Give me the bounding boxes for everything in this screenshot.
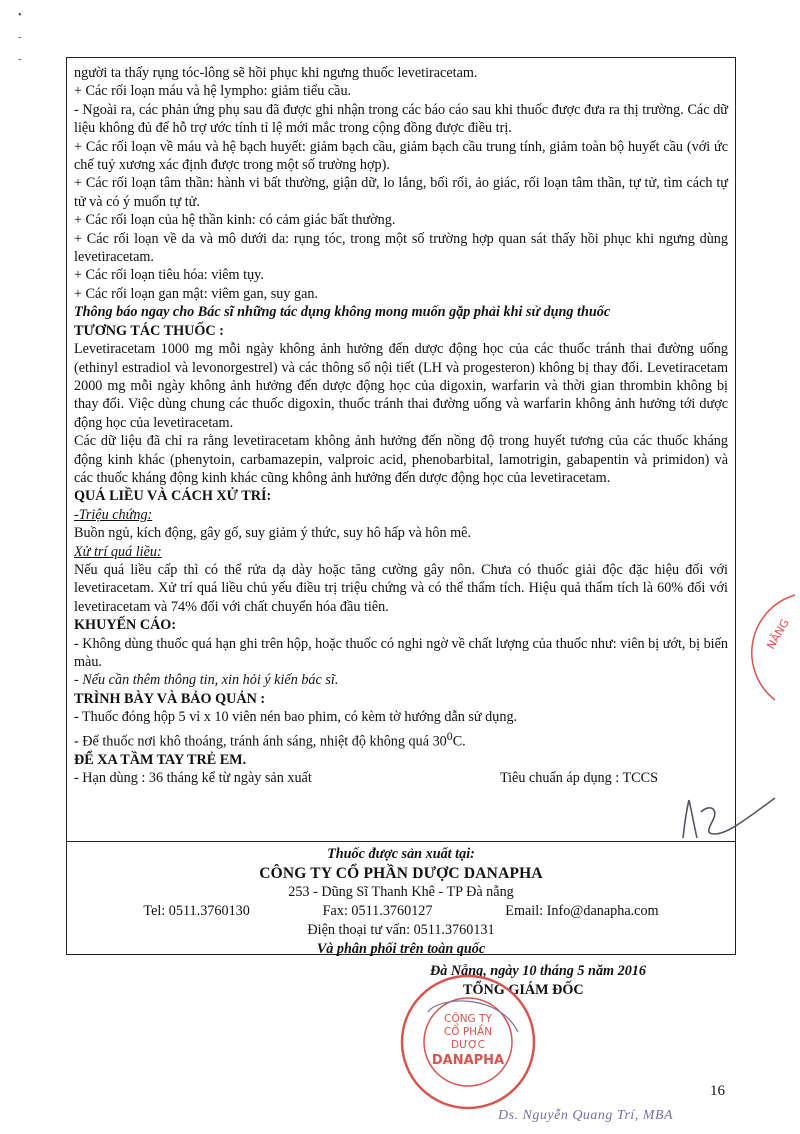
storage-text: - Để thuốc nơi khô thoáng, tránh ánh sáng, nhiệt độ không quá 30: [74, 733, 447, 750]
signatory-name: Ds. Nguyễn Quang Trí, MBA: [498, 1108, 674, 1123]
leaflet-body: [67, 58, 735, 842]
section-heading-overdose: QUÁ LIỀU VÀ CÁCH XỬ TRÍ:: [74, 488, 272, 505]
tel: Tel: 0511.3760130: [143, 903, 250, 919]
company-seal-icon: [398, 972, 538, 1112]
handwritten-initial-icon: [675, 790, 785, 850]
text-paragraph: - Ngoài ra, các phản ứng phụ sau đã được ghi nhận trong các báo cáo sau khi thuốc được đưa ra thị trường. Các dữ liệu không đủ để hỗ trợ ước tính tỉ lệ mới mắc trong cộng đồng được điều trị.: [74, 101, 728, 137]
text-paragraph: Nếu quá liều cấp thì có thể rửa dạ dày hoặc tăng cường gây nôn. Chưa có thuốc giải độc đặc hiệu đối với levetiracetam. Xử trí quá liều chủ yếu điều trị triệu chứng và có thể thẩm tích. Hiệu quả thẩm tích là 60% đối với levetiracetam và 74% đối với chất chuyển hóa đầu tiên.: [74, 561, 728, 615]
svg-text:CỔ PHẦN: CỔ PHẦN: [443, 1026, 493, 1038]
adverse-notice: Thông báo ngay cho Bác sĩ những tác dụng không mong muốn gặp phải khi sử dụng thuốc: [74, 304, 611, 321]
text-line: người ta thấy rụng tóc-lông sẽ hồi phục khi ngưng thuốc levetiracetam.: [74, 65, 478, 81]
text-line: [74, 727, 728, 751]
section-heading-storage: TRÌNH BÀY VÀ BẢO QUẢN :: [74, 690, 266, 707]
text-line: - Nếu cần thêm thông tin, xin hỏi ý kiến bác sĩ.: [74, 672, 339, 689]
text-paragraph: - Không dùng thuốc quá hạn ghi trên hộp, hoặc thuốc có nghi ngờ về chất lượng của thuốc như: viên bị ướt, bị biến màu.: [74, 635, 728, 670]
section-heading-children: ĐỂ XA TẦM TAY TRẺ EM.: [74, 751, 247, 768]
subheading-treatment: Xử trí quá liều:: [74, 543, 162, 560]
text-line: + Các rối loạn máu và hệ lympho: giảm tiểu cầu.: [74, 83, 352, 100]
text-line: + Các rối loạn tiêu hóa: viêm tụy.: [74, 267, 264, 284]
expiry-row: [74, 769, 728, 787]
text-line: + Các rối loạn của hệ thần kinh: có cảm giác bất thường.: [74, 212, 396, 229]
text-paragraph: Các dữ liệu đã chỉ ra rằng levetiracetam không ảnh hưởng đến nồng độ trong huyết tương của các thuốc kháng động kinh khác (phenytoin, carbamazepin, valproic acid, phenobarbital, lamotrigin, gabapentin và primidon) và các thuốc kháng động kinh khác cũng không ảnh hưởng đến dược động học của levetiracetam.: [74, 433, 728, 486]
fax: Fax: 0511.3760127: [322, 903, 433, 919]
manufacturer-footer: [67, 843, 735, 957]
text-line: - Thuốc đóng hộp 5 vỉ x 10 viên nén bao phim, có kèm tờ hướng dẫn sử dụng.: [74, 709, 518, 726]
standard-text: Tiêu chuẩn áp dụng : TCCS: [499, 770, 658, 787]
svg-text:DƯỢC: DƯỢC: [450, 1039, 486, 1051]
company-name: CÔNG TY CỔ PHẦN DƯỢC DANAPHA: [259, 865, 543, 882]
section-heading-interactions: TƯƠNG TÁC THUỐC :: [74, 322, 224, 339]
svg-text:CÔNG TY: CÔNG TY: [444, 1013, 492, 1025]
document-frame: [66, 57, 736, 955]
margin-marks: • - -: [18, 10, 22, 65]
text-paragraph: Levetiracetam 1000 mg mỗi ngày không ảnh hưởng đến dược động học của các thuốc tránh thai đường uống (ethinyl estradiol và levonorgestrel) và các thông số nội tiết (LH và progesteron) không bị thay đổi. Levetiracetam 2000 mg mỗi ngày không ảnh hưởng đến dược động học của digoxin, warfarin và thời gian thrombin không bị thay đổi. Việc dùng chung các thuốc digoxin, thuốc tránh thai đường uống và warfarin không ảnh hưởng tới dược động học của levetiracetam.: [74, 341, 728, 431]
page-number: 16: [710, 1083, 725, 1099]
expiry-text: - Hạn dùng : 36 tháng kể từ ngày sản xuất: [74, 770, 312, 787]
degree-sup: 0: [446, 728, 453, 743]
text-line: Buồn ngủ, kích động, gây gổ, suy giảm ý thức, suy hô hấp và hôn mê.: [74, 525, 472, 542]
text-paragraph: + Các rối loạn về máu và hệ bạch huyết: giảm bạch cầu, giảm bạch cầu trung tính, giảm toàn bộ huyết cầu (với ức chế tuỷ xương xác định được trong một số trường hợp).: [74, 138, 728, 174]
signature-date: Đà Nẵng, ngày 10 tháng 5 năm 2016: [430, 963, 646, 979]
produced-by-label: Thuốc được sản xuất tại:: [327, 846, 475, 862]
contact-row: [67, 902, 735, 921]
hotline: Điện thoại tư vấn: 0511.3760131: [307, 922, 495, 938]
company-address: 253 - Dũng Sĩ Thanh Khê - TP Đà nẵng: [288, 884, 514, 900]
text-line: + Các rối loạn gan mật: viêm gan, suy gan.: [74, 285, 319, 302]
side-stamp-icon: [745, 590, 800, 710]
subheading-symptoms: -Triệu chứng:: [74, 506, 153, 523]
distribution-note: Và phân phối trên toàn quốc: [316, 941, 486, 957]
email: Email: Info@danapha.com: [505, 903, 659, 919]
storage-unit: C.: [452, 733, 466, 750]
director-title: TỔNG GIÁM ĐỐC: [463, 982, 584, 998]
text-paragraph: + Các rối loạn tâm thần: hành vi bất thường, giận dữ, lo lắng, bối rối, ảo giác, rối loạn tâm thần, tự tử, tìm cách tự tử và có ý muốn tự tử.: [74, 175, 728, 210]
svg-text:DANAPHA: DANAPHA: [431, 1053, 505, 1068]
section-heading-warning: KHUYẾN CÁO:: [74, 617, 177, 634]
text-paragraph: + Các rối loạn về da và mô dưới da: rụng tóc, trong một số trường hợp quan sát thấy hồi phục khi ngưng dùng levetiracetam.: [74, 230, 728, 266]
svg-text:NĂNG: NĂNG: [764, 616, 792, 652]
